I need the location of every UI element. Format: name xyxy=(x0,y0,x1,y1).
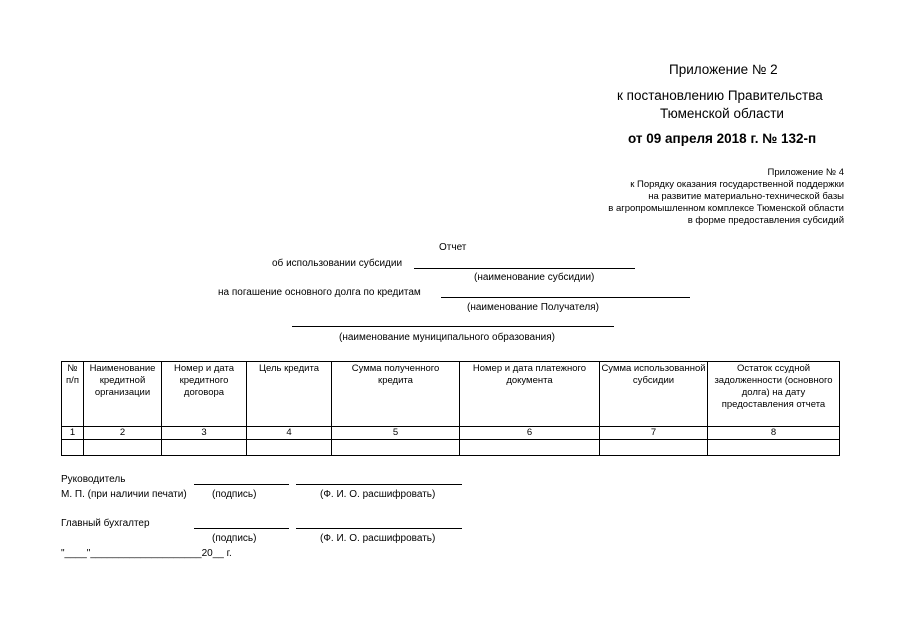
subsidy-name-line xyxy=(414,268,635,269)
col-header-subsidy-used: Сумма использованной субсидии xyxy=(600,362,708,427)
sub-header-line1: Приложение № 4 xyxy=(767,167,844,178)
table-cell[interactable] xyxy=(84,440,162,456)
resolution-date: от 09 апреля 2018 г. № 132-п xyxy=(628,131,817,146)
table-cell[interactable] xyxy=(332,440,460,456)
col-header-loan-amount: Сумма полученного кредита xyxy=(332,362,460,427)
accountant-signature-line[interactable] xyxy=(194,528,289,529)
col-header-purpose: Цель кредита xyxy=(247,362,332,427)
director-label: Руководитель xyxy=(61,474,126,485)
col-header-bank: Наименование кредитной организации xyxy=(84,362,162,427)
col-number-1: 1 xyxy=(62,427,84,440)
repayment-label: на погашение основного долга по кредитам xyxy=(218,287,421,298)
table-number-row xyxy=(62,427,840,440)
municipality-line xyxy=(292,326,614,327)
accountant-signature-hint: (подпись) xyxy=(212,533,257,544)
report-title: Отчет xyxy=(439,242,467,253)
table-cell[interactable] xyxy=(62,440,84,456)
municipality-hint: (наименование муниципального образования) xyxy=(339,332,555,343)
col-header-debt-balance: Остаток ссудной задолженности (основного долга) на дату предоставления отчета xyxy=(708,362,840,427)
table-header-row xyxy=(62,362,840,427)
sub-header-line4: в агропромышленном комплексе Тюменской области xyxy=(608,203,844,214)
col-number-3: 3 xyxy=(162,427,247,440)
report-table xyxy=(61,361,840,456)
col-number-7: 7 xyxy=(600,427,708,440)
date-line[interactable]: "____"____________________20__ г. xyxy=(61,548,232,559)
col-header-number: № п/п xyxy=(62,362,84,427)
resolution-line1: к постановлению Правительства xyxy=(617,88,823,103)
stamp-label: М. П. (при наличии печати) xyxy=(61,489,187,500)
table-cell[interactable] xyxy=(247,440,332,456)
col-number-4: 4 xyxy=(247,427,332,440)
director-signature-line[interactable] xyxy=(194,484,289,485)
subsidy-name-hint: (наименование субсидии) xyxy=(474,272,595,283)
recipient-hint: (наименование Получателя) xyxy=(467,302,599,313)
sub-header-line5: в форме предоставления субсидий xyxy=(687,215,844,226)
sub-header-line3: на развитие материально-технической базы xyxy=(648,191,844,202)
accountant-name-hint: (Ф. И. О. расшифровать) xyxy=(320,533,436,544)
recipient-name-line xyxy=(441,297,690,298)
accountant-name-line[interactable] xyxy=(296,528,462,529)
table-row xyxy=(62,440,840,456)
col-number-2: 2 xyxy=(84,427,162,440)
col-number-8: 8 xyxy=(708,427,840,440)
col-number-5: 5 xyxy=(332,427,460,440)
table-cell[interactable] xyxy=(162,440,247,456)
resolution-line2: Тюменской области xyxy=(660,106,784,121)
table-cell[interactable] xyxy=(460,440,600,456)
director-name-line[interactable] xyxy=(296,484,462,485)
director-name-hint: (Ф. И. О. расшифровать) xyxy=(320,489,436,500)
accountant-label: Главный бухгалтер xyxy=(61,518,150,529)
sub-header-line2: к Порядку оказания государственной поддержки xyxy=(630,179,844,190)
table-cell[interactable] xyxy=(600,440,708,456)
table-cell[interactable] xyxy=(708,440,840,456)
appendix-title: Приложение № 2 xyxy=(669,62,778,77)
director-signature-hint: (подпись) xyxy=(212,489,257,500)
subsidy-use-label: об использовании субсидии xyxy=(272,258,403,269)
col-header-contract: Номер и дата кредитного договора xyxy=(162,362,247,427)
col-header-payment-doc: Номер и дата платежного документа xyxy=(460,362,600,427)
col-number-6: 6 xyxy=(460,427,600,440)
